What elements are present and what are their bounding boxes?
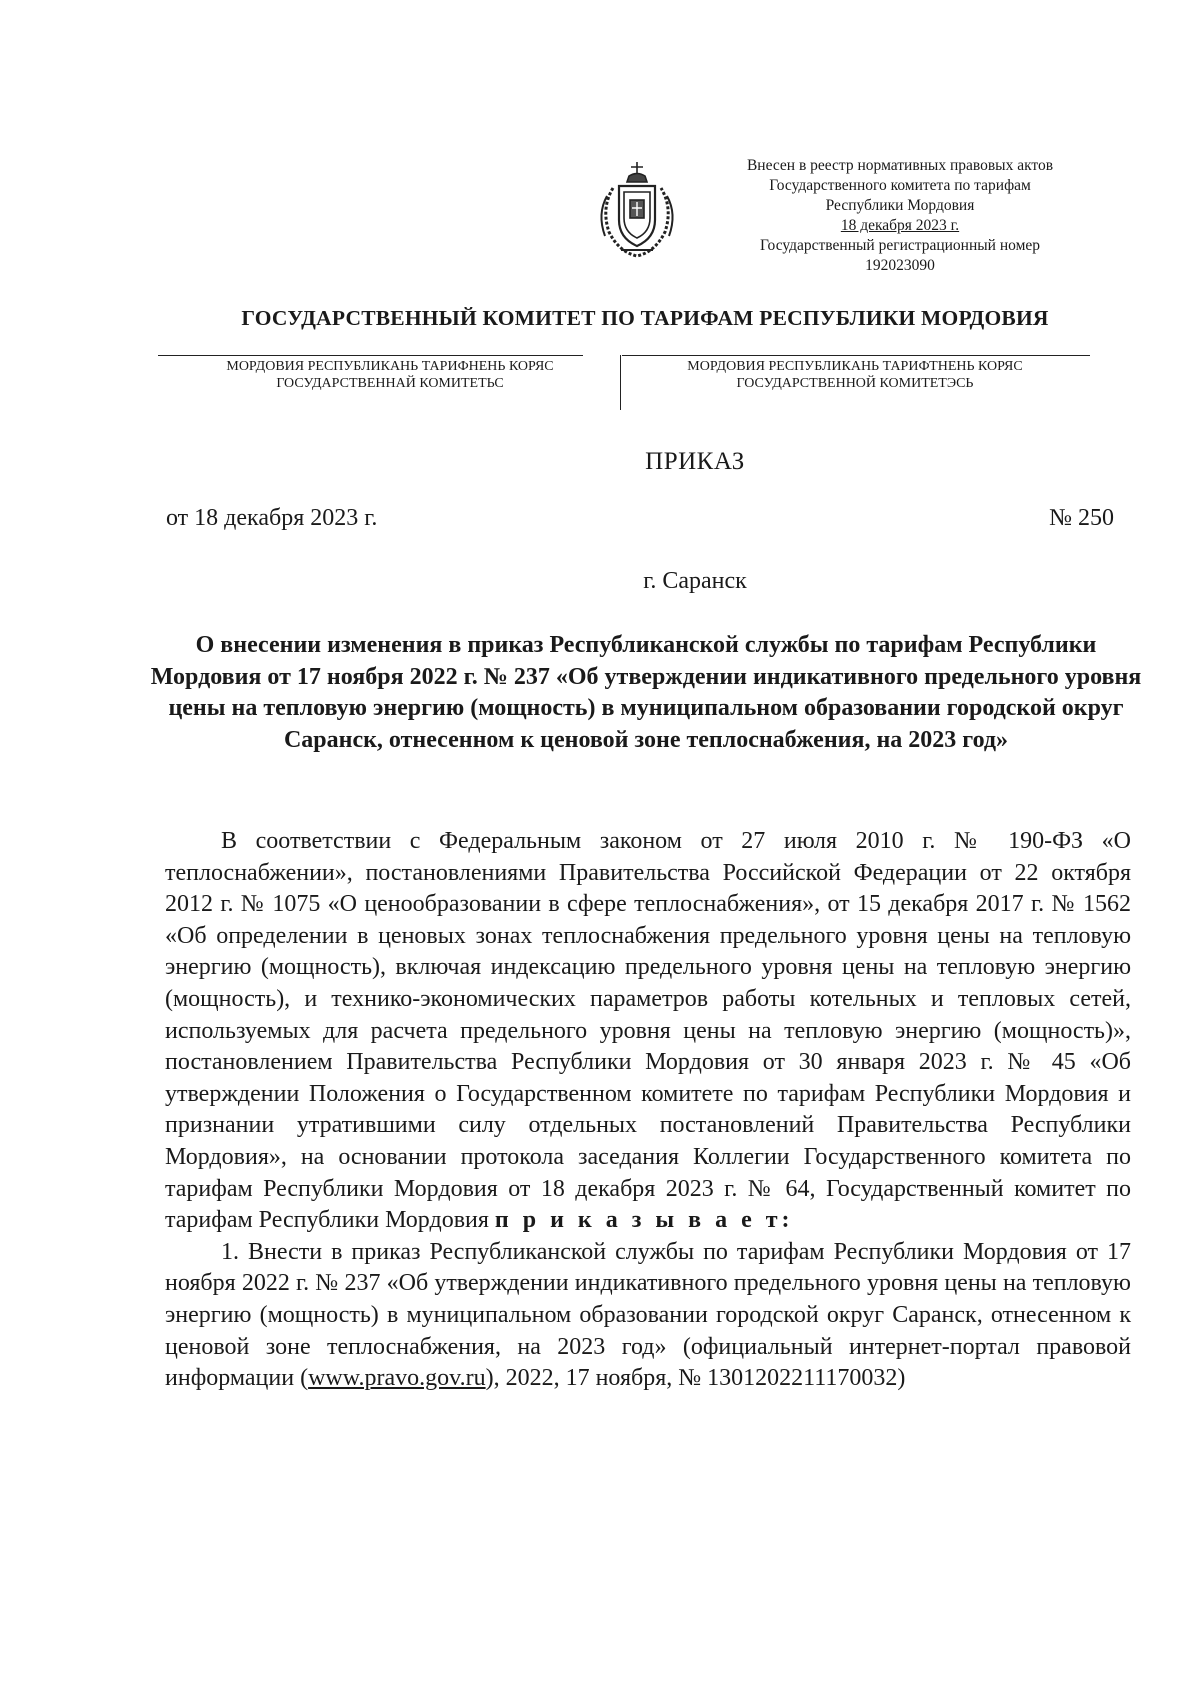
body-paragraph-2	[165, 1237, 1131, 1395]
header-divider-left	[158, 355, 583, 356]
registry-line-2: Государственного комитета по тарифам	[769, 177, 1031, 194]
registry-line-1: Внесен в реестр нормативных правовых актов	[746, 157, 1054, 174]
coat-of-arms-emblem	[591, 158, 683, 262]
organization-title: ГОСУДАРСТВЕННЫЙ КОМИТЕТ ПО ТАРИФАМ РЕСПУБЛИКИ МОРДОВИЯ	[241, 306, 1049, 330]
header-mordovian-left	[180, 358, 600, 392]
pravo-gov-link[interactable]: www.pravo.gov.ru	[308, 1365, 486, 1392]
registry-line-3: Республики Мордовия	[825, 197, 975, 214]
order-keyword: п р и к а з ы в а е т:	[494, 1207, 794, 1234]
registry-line-5: Государственный регистрационный номер	[759, 237, 1041, 254]
order-title: ПРИКАЗ	[645, 448, 745, 475]
registry-date: 18 декабря 2023 г.	[840, 217, 960, 234]
document-body	[165, 826, 1131, 1395]
header-mordovian-right	[640, 358, 1070, 392]
registry-number: 192023090	[865, 257, 935, 274]
order-subject: О внесении изменения в приказ Республиканской службы по тарифам Республики Мордовия от 17 ноября 2022 г. № 237 «Об утверждении индикативного предельного уровня цены на тепловую энергию (мощность) в муниципальном образовании городской округ Саранск, отнесенном к ценовой зоне теплоснабжения, на 2023 год»	[150, 632, 1142, 753]
body-paragraph-1	[165, 826, 1131, 1237]
header-divider-vertical	[620, 355, 621, 410]
registry-stamp	[718, 156, 1082, 276]
header-right-line-2: ГОСУДАРСТВЕННОЙ КОМИТЕТЭСЬ	[736, 376, 974, 391]
header-divider-right	[622, 355, 1090, 356]
header-left-line-1: МОРДОВИЯ РЕСПУБЛИКАНЬ ТАРИФНЕНЬ КОРЯС	[226, 359, 554, 374]
body-paragraph-2-text: 1. Внести в приказ Республиканской службы по тарифам Республики Мордовия от 17 ноября 2022 г. № 237 «Об утверждении индикативного предельного уровня цены на тепловую энергию (мощность) в муниципальном образовании городской округ Саранск, отнесенном к ценовой зоне теплоснабжения, на 2023 год» (официальный интернет-портал правовой информации (	[165, 1238, 1131, 1392]
header-left-line-2: ГОСУДАРСТВЕННАЙ КОМИТЕТЬС	[276, 376, 504, 391]
order-date: от 18 декабря 2023 г.	[166, 505, 378, 531]
order-number: № 250	[1049, 505, 1114, 531]
order-city: г. Саранск	[643, 568, 747, 594]
header-right-line-1: МОРДОВИЯ РЕСПУБЛИКАНЬ ТАРИФТНЕНЬ КОРЯС	[687, 359, 1023, 374]
body-paragraph-2-tail: ), 2022, 17 ноября, № 1301202211170032)	[485, 1365, 906, 1392]
body-paragraph-1-text: В соответствии с Федеральным законом от 27 июля 2010 г. № 190-ФЗ «О теплоснабжении», постановлениями Правительства Российской Федерации от 22 октября 2012 г. № 1075 «О ценообразовании в сфере теплоснабжения», от 15 декабря 2017 г. № 1562 «Об определении в ценовых зонах теплоснабжения предельного уровня цены на тепловую энергию (мощность), включая индексацию предельного уровня цены на тепловую энергию (мощность), и технико-экономических параметров работы котельных и тепловых сетей, используемых для расчета предельного уровня цены на тепловую энергию (мощность)», постановлением Правительства Республики Мордовия от 30 января 2023 г. № 45 «Об утверждении Положения о Государственном комитете по тарифам Республики Мордовия и признании утратившими силу отдельных постановлений Правительства Республики Мордовия», на основании протокола заседания Коллегии Государственного комитета по тарифам Республики Мордовия от 18 декабря 2023 г. № 64, Государственный комитет по тарифам Республики Мордовия	[165, 828, 1131, 1234]
